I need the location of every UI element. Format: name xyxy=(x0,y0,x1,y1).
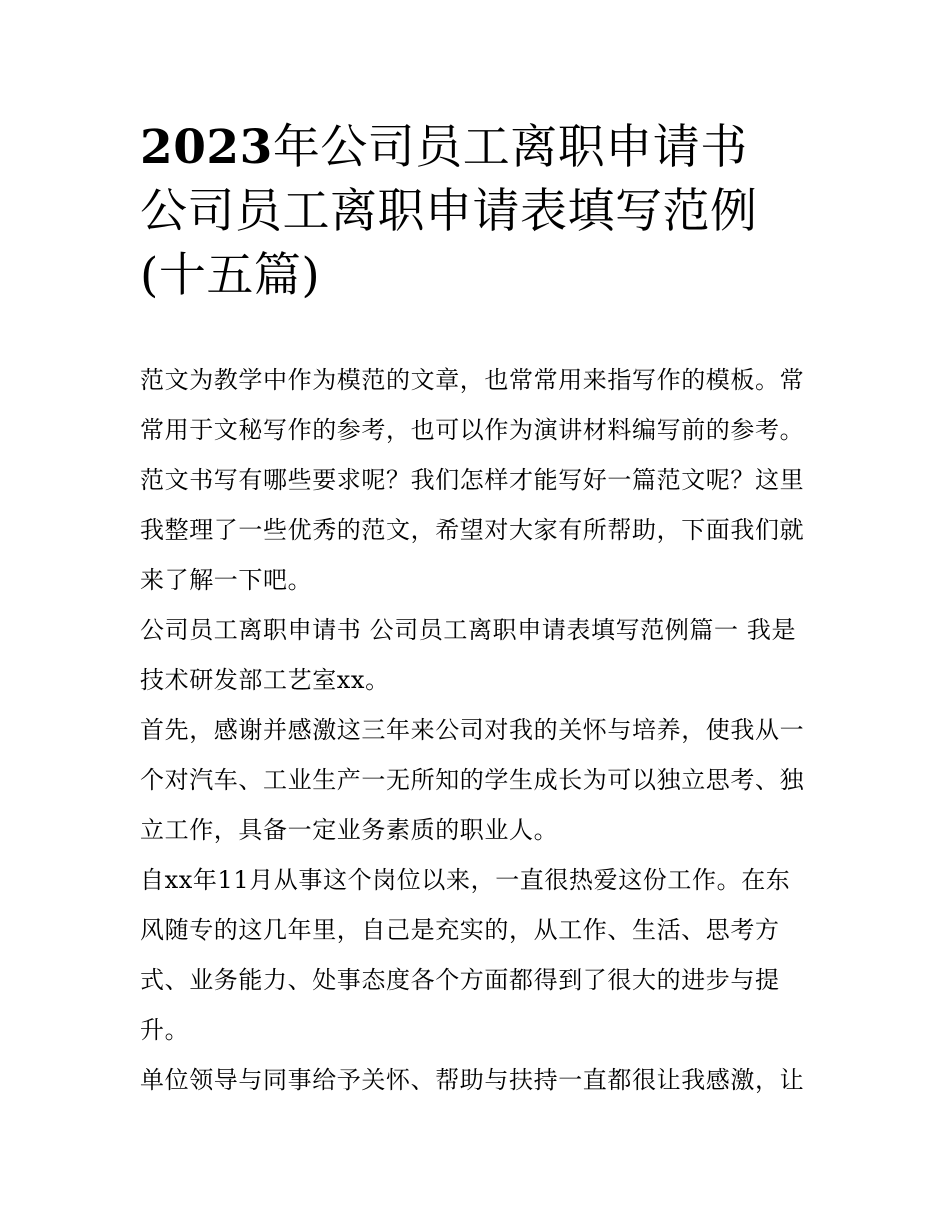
body-line: 我整理了一些优秀的范文，希望对大家有所帮助，下面我们就 xyxy=(140,516,805,544)
body-line: 首先，感谢并感激这三年来公司对我的关怀与培养，使我从一 xyxy=(140,716,805,744)
body-line: 技术研发部工艺室xx。 xyxy=(140,666,390,694)
title-line-1 xyxy=(140,116,830,180)
body-line: 公司员工离职申请书 公司员工离职申请表填写范例篇一 我是 xyxy=(140,616,797,644)
body-line: 式、业务能力、处事态度各个方面都得到了很大的进步与提 xyxy=(140,966,780,994)
body-line: 个对汽车、工业生产一无所知的学生成长为可以独立思考、独 xyxy=(140,766,805,794)
title-line-1-text: 年公司员工离职申请书 xyxy=(272,120,748,175)
body-line: 来了解一下吧。 xyxy=(140,566,313,594)
body-line: 单位领导与同事给予关怀、帮助与扶持一直都很让我感激，让 xyxy=(140,1066,805,1094)
body-line: 范文书写有哪些要求呢？我们怎样才能写好一篇范文呢？这里 xyxy=(140,466,805,494)
title-year: 2023 xyxy=(140,120,273,175)
body-line: 风随专的这几年里，自己是充实的，从工作、生活、思考方 xyxy=(140,916,780,944)
document-body xyxy=(140,355,820,1105)
body-line: 立工作，具备一定业务素质的职业人。 xyxy=(140,816,559,844)
title-line-2: 公司员工离职申请表填写范例 xyxy=(140,184,758,239)
body-line: 范文为教学中作为模范的文章，也常常用来指写作的模板。常 xyxy=(140,366,805,394)
body-line: 自xx年11月从事这个岗位以来，一直很热爱这份工作。在东 xyxy=(140,866,791,894)
document-title xyxy=(140,116,830,308)
body-line: 常用于文秘写作的参考，也可以作为演讲材料编写前的参考。 xyxy=(140,416,805,444)
title-line-3: (十五篇) xyxy=(140,248,321,303)
body-line: 升。 xyxy=(140,1016,190,1044)
